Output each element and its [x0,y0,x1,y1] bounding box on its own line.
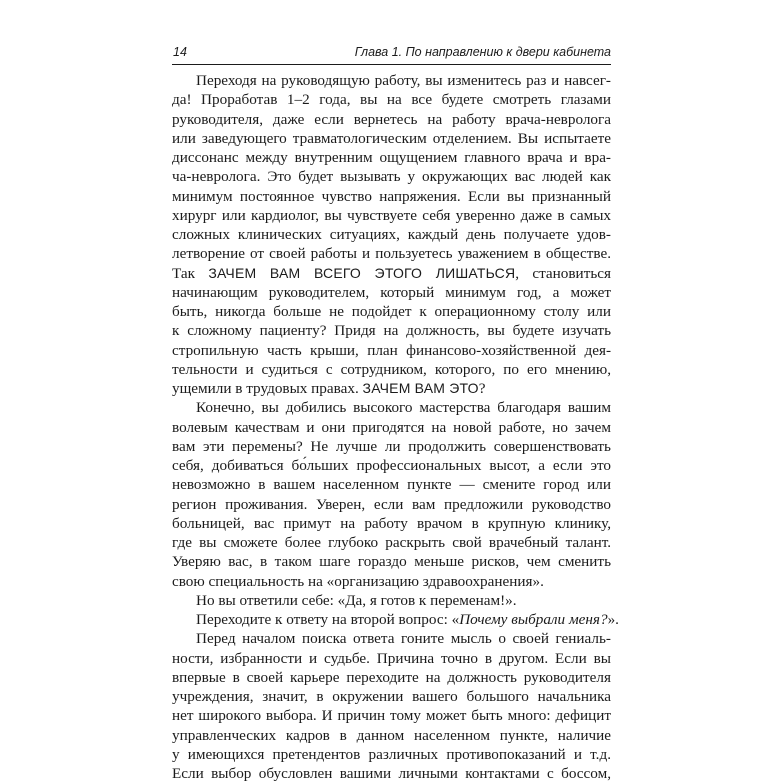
emphasis-caps: ЗАЧЕМ ВАМ ЭТО [362,380,479,396]
text-line [172,341,611,360]
text-line [172,283,611,302]
text-fragment: где вы сможете более глубоко раскрыть свой врачебный талант. [172,534,611,551]
text-line [172,148,611,167]
text-fragment: тельности и судиться с сотрудником, которого, по его мнению, [172,360,611,378]
text-fragment: впервые в своей карьере переходите на должность руководителя [172,668,611,686]
text-fragment: Перед началом поиска ответа гоните мысль о своей гениаль- [196,630,611,648]
text-fragment: Но вы ответили себе: «Да, я готов к переменам!». [196,591,517,609]
text-line [172,418,611,437]
text-line [172,437,611,456]
text-fragment: или заведующего травматологическим отделением. Вы испытаете [172,129,611,147]
text-line [172,514,611,533]
text-line [172,706,611,725]
text-fragment: минимум постоянное чувство напряжения. Если вы признанный [172,187,611,205]
text-fragment: Если выбор обусловлен вашими личными контактами с боссом, [172,765,611,782]
text-fragment: вам эти перемены? Не лучше ли продолжить совершенствовать [172,437,611,455]
text-fragment: нет широкого выбора. И причин тому может быть много: дефицит [172,707,611,725]
emphasis-italic: Почему выбрали меня? [459,611,608,628]
text-fragment: учреждения, значит, в окружении вашего большого начальника [172,688,611,705]
text-line [172,264,611,283]
text-line [172,244,611,263]
text-line [172,610,619,629]
text-line [172,398,611,417]
text-fragment: к сложному пациенту? Придя на должность, вы будете изучать [172,322,611,340]
text-line [172,668,611,687]
text-line [172,745,611,764]
text-fragment: стропильную часть крыши, план финансово-хозяйственной дея- [172,341,611,359]
text-line [172,360,611,379]
text-fragment: управленческих кадров в данном населенном пункте, наличие [172,726,611,744]
text-line [172,90,611,109]
text-line [172,71,611,90]
text-line [172,572,611,591]
text-line [172,379,611,398]
text-fragment: летворение от своей работы и пользуетесь уважением в обществе. [172,245,611,263]
text-fragment: да! Проработав 1–2 года, вы на все будете смотреть глазами [172,91,611,109]
text-line [172,726,611,745]
text-fragment: диссонанс между внутренним ощущением главного врача и вра- [172,149,611,166]
text-fragment: Уверяю вас, в таком шаге гораздо меньше рисков, чем сменить [172,553,611,571]
text-fragment: Конечно, вы добились высокого мастерства благодаря вашим [196,399,611,417]
text-fragment: Переходя на руководящую работу, вы изменитесь раз и навсег- [196,72,611,89]
text-line [172,206,611,225]
text-fragment: ». [607,611,619,628]
text-line [172,225,611,244]
body-text [172,71,619,783]
text-fragment: свою специальность на «организацию здравоохранения». [172,572,544,590]
running-header [172,42,611,65]
text-fragment: себя, добиваться бо́льших профессиональных высот, а если это [172,457,611,474]
emphasis-caps: ЗАЧЕМ ВАМ ВСЕГО ЭТОГО ЛИШАТЬСЯ [208,264,516,281]
text-fragment: Так [172,264,209,282]
text-line [172,552,611,571]
text-line [172,187,611,206]
chapter-title: Глава 1. По направлению к двери кабинета [354,45,611,59]
text-line [172,591,611,610]
text-fragment: Переходите к ответу на второй вопрос: « [196,611,460,628]
text-fragment: волевым качествам и они пригодятся на новой работе, но зачем [172,418,611,436]
text-fragment: быть, никогда больше не подойдет к операционному столу или [172,303,611,320]
text-fragment: у имеющихся претендентов различных противопоказаний и т.д. [172,745,611,763]
text-fragment: руководителя, даже если вернетесь на работу врача-невролога [172,110,611,128]
text-line [172,110,611,129]
text-fragment: регион проживания. Уверен, если вам предложили руководство [172,495,611,513]
text-line [172,456,611,475]
page-number: 14 [173,45,187,59]
text-line [172,167,611,186]
text-fragment: ущемили в трудовых правах. [172,380,363,397]
text-fragment: ности, избранности и судьбе. Причина точно в другом. Если вы [172,649,611,667]
text-line [172,533,611,552]
text-line [172,321,611,340]
text-fragment: хирург или кардиолог, вы чувствуете себя уверенно даже в самых [172,206,611,224]
text-line [172,129,611,148]
text-line [172,302,611,321]
text-fragment: ? [478,380,486,397]
text-line [172,495,611,514]
text-line [172,764,611,783]
text-fragment: , становиться [515,264,611,282]
text-fragment: начинающим руководителем, который минимум год, а может [172,283,611,301]
text-fragment: сложных клинических ситуациях, каждый день получаете удов- [172,226,611,243]
text-line [172,475,611,494]
text-line [172,649,611,668]
text-fragment: больницей, вас примут на работу врачом в крупную клинику, [172,514,611,532]
text-line [172,687,611,706]
text-line [172,629,611,648]
text-fragment: невозможно в вашем населенном пункте — смените город или [172,476,611,494]
text-fragment: ча-невролога. Это будет вызывать у окружающих вас людей как [172,168,611,186]
